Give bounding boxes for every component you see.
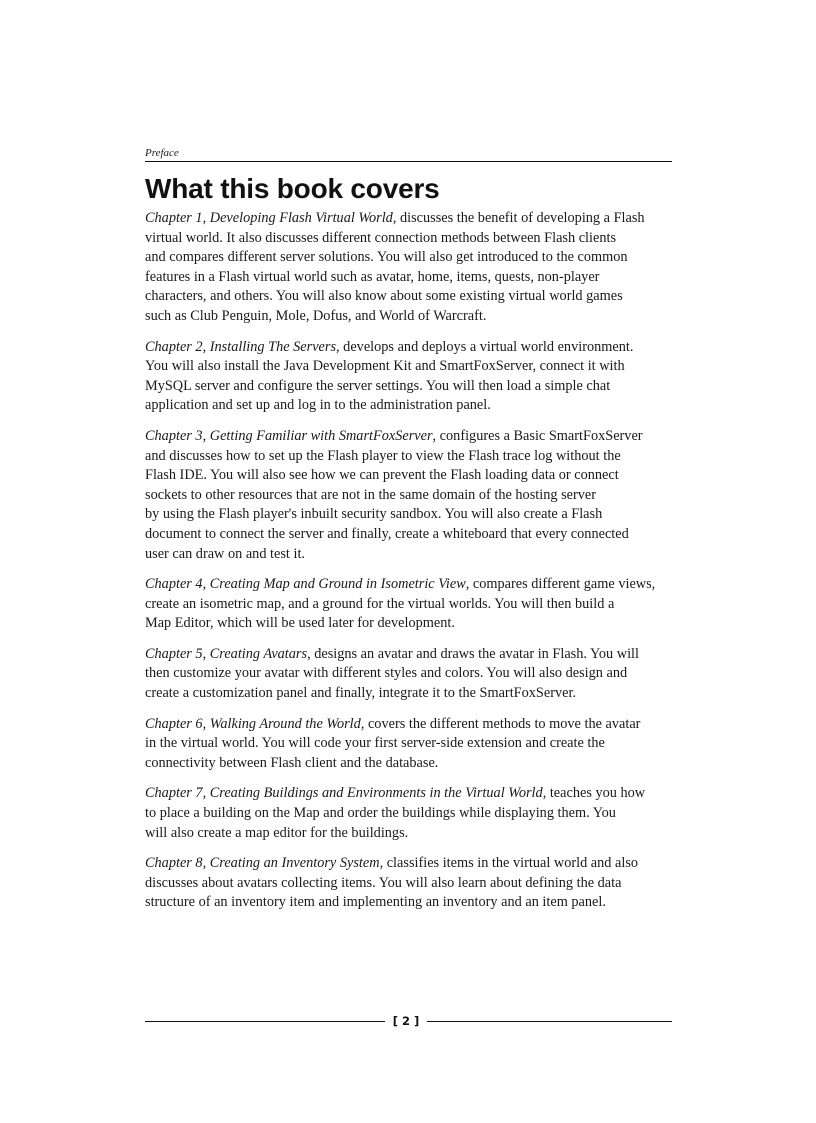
chapter-line: virtual world. It also discusses different connection methods between Flash clients xyxy=(145,229,617,246)
chapter-title: Creating Map and Ground in Isometric View xyxy=(209,576,466,593)
chapter-line: Chapter 8, Creating an Inventory System, classifies items in the virtual world and also xyxy=(145,855,639,872)
chapter-line: create a customization panel and finally, integrate it to the SmartFoxServer. xyxy=(145,685,577,702)
running-head: Preface xyxy=(145,147,179,159)
chapter-line: and compares different server solutions. You will also get introduced to the common xyxy=(145,249,628,266)
chapter-line: features in a Flash virtual world such as avatar, home, items, quests, non-player xyxy=(145,268,600,285)
chapter-title: Creating an Inventory System xyxy=(209,855,380,872)
chapter-label: Chapter 6 xyxy=(145,715,203,732)
chapter-paragraph-7 xyxy=(145,784,672,843)
chapter-line: Chapter 3, Getting Familiar with SmartFoxServer, configures a Basic SmartFoxServer xyxy=(145,427,643,444)
chapter-line: Chapter 5, Creating Avatars, designs an avatar and draws the avatar in Flash. You will xyxy=(145,645,640,662)
chapter-line: Chapter 7, Creating Buildings and Environments in the Virtual World, teaches you how xyxy=(145,785,646,802)
chapter-line: connectivity between Flash client and the database. xyxy=(145,754,439,771)
chapter-line: Chapter 2, Installing The Servers, develops and deploys a virtual world environment. xyxy=(145,338,634,355)
chapter-paragraph-6 xyxy=(145,715,672,774)
chapter-line: Flash IDE. You will also see how we can prevent the Flash loading data or connect xyxy=(145,467,619,484)
chapter-line: and discusses how to set up the Flash player to view the Flash trace log without the xyxy=(145,447,621,464)
section-title: What this book covers xyxy=(145,173,440,204)
chapter-title: Getting Familiar with SmartFoxServer xyxy=(209,427,433,444)
chapter-line: user can draw on and test it. xyxy=(145,545,305,562)
chapter-title: Creating Avatars xyxy=(209,645,308,662)
chapter-paragraph-8 xyxy=(145,854,672,913)
chapter-line: Chapter 1, Developing Flash Virtual World, discusses the benefit of developing a Flash xyxy=(145,210,645,226)
footer-rule-left xyxy=(145,1021,385,1022)
chapter-paragraph-4 xyxy=(145,575,672,634)
chapter-paragraph-2 xyxy=(145,338,672,416)
page-footer xyxy=(145,1013,672,1031)
chapter-label: Chapter 3 xyxy=(145,427,203,444)
chapter-label: Chapter 4 xyxy=(145,576,203,593)
page-number: [ 2 ] xyxy=(392,1014,420,1028)
chapter-line: sockets to other resources that are not in the same domain of the hosting server xyxy=(145,486,597,503)
header-rule xyxy=(145,161,672,162)
chapter-line: You will also install the Java Development Kit and SmartFoxServer, connect it with xyxy=(145,358,625,375)
chapter-label: Chapter 2 xyxy=(145,338,203,355)
footer-rule-right xyxy=(427,1021,672,1022)
chapter-line: by using the Flash player's inbuilt security sandbox. You will also create a Flash xyxy=(145,506,603,523)
chapter-paragraph-3 xyxy=(145,427,672,564)
chapter-label: Chapter 5 xyxy=(145,645,203,662)
chapter-line: Chapter 4, Creating Map and Ground in Isometric View, compares different game views, xyxy=(145,576,656,593)
chapter-line: application and set up and log in to the administration panel. xyxy=(145,397,491,414)
chapter-list xyxy=(145,209,672,924)
chapter-line: Map Editor, which will be used later for development. xyxy=(145,615,455,632)
chapter-label: Chapter 1 xyxy=(145,210,203,226)
chapter-line: characters, and others. You will also know about some existing virtual world games xyxy=(145,288,623,305)
chapter-title: Installing The Servers xyxy=(209,338,337,355)
chapter-line: document to connect the server and finally, create a whiteboard that every connected xyxy=(145,525,629,542)
chapter-paragraph-1 xyxy=(145,209,672,327)
chapter-paragraph-5 xyxy=(145,645,672,704)
chapter-title: Developing Flash Virtual World xyxy=(209,210,393,226)
chapter-label: Chapter 8 xyxy=(145,855,203,872)
chapter-line: MySQL server and configure the server settings. You will then load a simple chat xyxy=(145,377,611,394)
chapter-label: Chapter 7 xyxy=(145,785,203,802)
chapter-line: structure of an inventory item and implementing an inventory and an item panel. xyxy=(145,894,606,911)
chapter-line: will also create a map editor for the buildings. xyxy=(145,824,409,841)
chapter-title: Walking Around the World xyxy=(209,715,361,732)
chapter-line: create an isometric map, and a ground for the virtual worlds. You will then build a xyxy=(145,595,615,612)
chapter-line: discusses about avatars collecting items. You will also learn about defining the data xyxy=(145,874,622,891)
chapter-line: Chapter 6, Walking Around the World, covers the different methods to move the avatar xyxy=(145,715,641,732)
chapter-line: in the virtual world. You will code your first server-side extension and create the xyxy=(145,735,605,752)
chapter-line: to place a building on the Map and order the buildings while displaying them. You xyxy=(145,805,616,822)
chapter-title: Creating Buildings and Environments in the Virtual World xyxy=(209,785,543,802)
chapter-line: such as Club Penguin, Mole, Dofus, and World of Warcraft. xyxy=(145,307,487,324)
chapter-line: then customize your avatar with different styles and colors. You will also design and xyxy=(145,665,628,682)
book-page xyxy=(145,0,672,1123)
